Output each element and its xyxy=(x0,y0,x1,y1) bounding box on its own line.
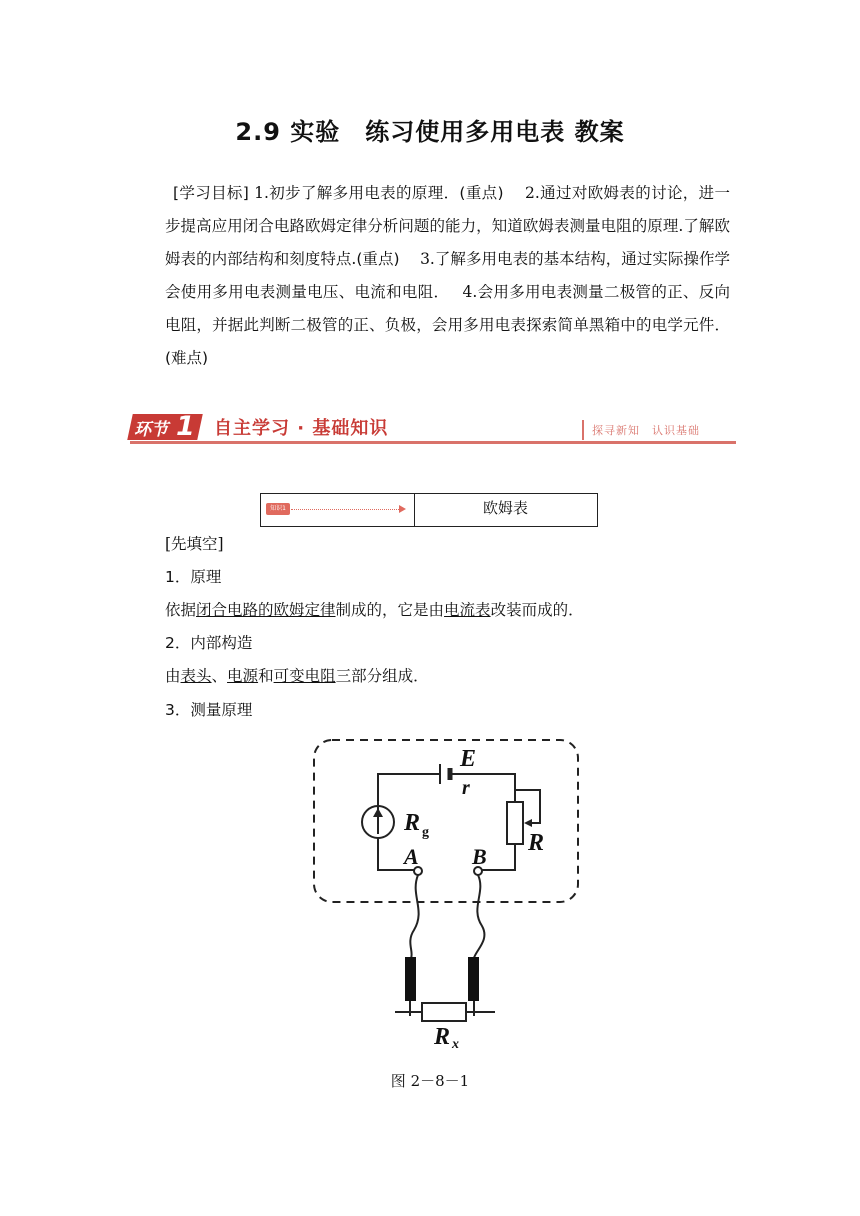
knowledge-box-left xyxy=(261,494,415,526)
label-rg: R xyxy=(404,810,421,836)
test-lead-a xyxy=(410,875,418,958)
section-2-title: 2．内部构造 xyxy=(165,634,253,652)
label-a: A xyxy=(404,844,419,869)
arrow-icon xyxy=(399,505,406,513)
page-title: 2.9 实验 练习使用多用电表 教案 xyxy=(235,118,625,146)
s2-text-a: 由 xyxy=(165,667,181,685)
banner-underline xyxy=(130,441,736,444)
label-r-small: r xyxy=(462,777,470,799)
label-rg-sub: g xyxy=(422,825,429,840)
banner-separator xyxy=(582,420,584,440)
knowledge-box xyxy=(260,493,598,527)
banner-subtitle: 探寻新知 认识基础 xyxy=(592,424,700,437)
section-2-text xyxy=(165,664,429,686)
s2-answer-1: 表头 xyxy=(180,667,212,685)
banner-number: 1 xyxy=(176,411,195,442)
learning-objectives xyxy=(165,177,730,375)
s1-answer-1: 闭合电路的欧姆定律 xyxy=(196,601,336,619)
section-3-title: 3．测量原理 xyxy=(165,701,253,719)
rheostat-arrow-icon xyxy=(524,819,532,827)
test-lead-b xyxy=(474,875,484,958)
probe-a-icon xyxy=(405,957,416,1001)
label-r: R xyxy=(528,830,545,856)
label-e: E xyxy=(460,746,477,772)
arrow-line xyxy=(291,509,401,510)
rx-resistor-icon xyxy=(422,1003,466,1021)
s2-text-b: 、 xyxy=(211,667,228,685)
section-banner xyxy=(130,412,736,444)
key-mark-1: (重点) xyxy=(459,184,504,202)
knowledge-pill: 知识1 xyxy=(266,503,290,515)
objectives-label: [学习目标] xyxy=(173,184,249,202)
label-b: B xyxy=(472,844,487,869)
s2-text-c: 和 xyxy=(258,667,274,685)
prefill-label: [先填空] xyxy=(165,535,224,553)
s1-text-c: 改装而成的． xyxy=(490,601,584,619)
s1-answer-2: 电流表 xyxy=(444,601,491,619)
objective-1: 1.初步了解多用电表的原理． xyxy=(248,184,460,202)
probe-b-icon xyxy=(468,957,479,1001)
objective-3: 3.了解多用电表的基本结构，通过实际操作学会使用多用电表测量电压、电流和电阻． 4.会用多用电表测量二极管的正、反向电阻，并据此判断二极管的正、负极，会用多用电表探索简单黑箱中的电学元件． xyxy=(165,250,730,334)
banner-heading: 自主学习 · 基础知识 xyxy=(214,418,389,439)
s1-text-a: 依据 xyxy=(165,601,197,619)
key-mark-2: (重点) xyxy=(356,250,400,268)
variable-resistor-icon xyxy=(507,802,523,844)
section-1-title: 1．原理 xyxy=(165,568,222,586)
objective-2: 2.通过对欧姆表的讨论，进一步提高应用闭合电路欧姆定律分析问题的能力，知道欧姆表测量电阻的原理.了解欧姆表的内部结构和刻度特点. xyxy=(165,184,730,268)
galvanometer-arrow-icon xyxy=(373,808,383,817)
dashed-enclosure xyxy=(314,740,578,902)
key-mark-3: (难点) xyxy=(165,349,209,367)
figure-caption: 图 2－8－1 xyxy=(390,1072,470,1090)
label-rx: R xyxy=(434,1024,451,1050)
section-1-text xyxy=(165,598,584,620)
s2-text-d: 三部分组成． xyxy=(335,667,429,685)
ohmmeter-circuit-figure xyxy=(300,730,600,1060)
knowledge-topic: 欧姆表 xyxy=(482,499,528,517)
s1-text-b: 制成的，它是由 xyxy=(335,601,445,619)
s2-answer-3: 可变电阻 xyxy=(273,667,336,685)
banner-tag: 环节 xyxy=(134,420,168,440)
s2-answer-2: 电源 xyxy=(227,667,259,685)
label-rx-sub: x xyxy=(452,1037,459,1052)
